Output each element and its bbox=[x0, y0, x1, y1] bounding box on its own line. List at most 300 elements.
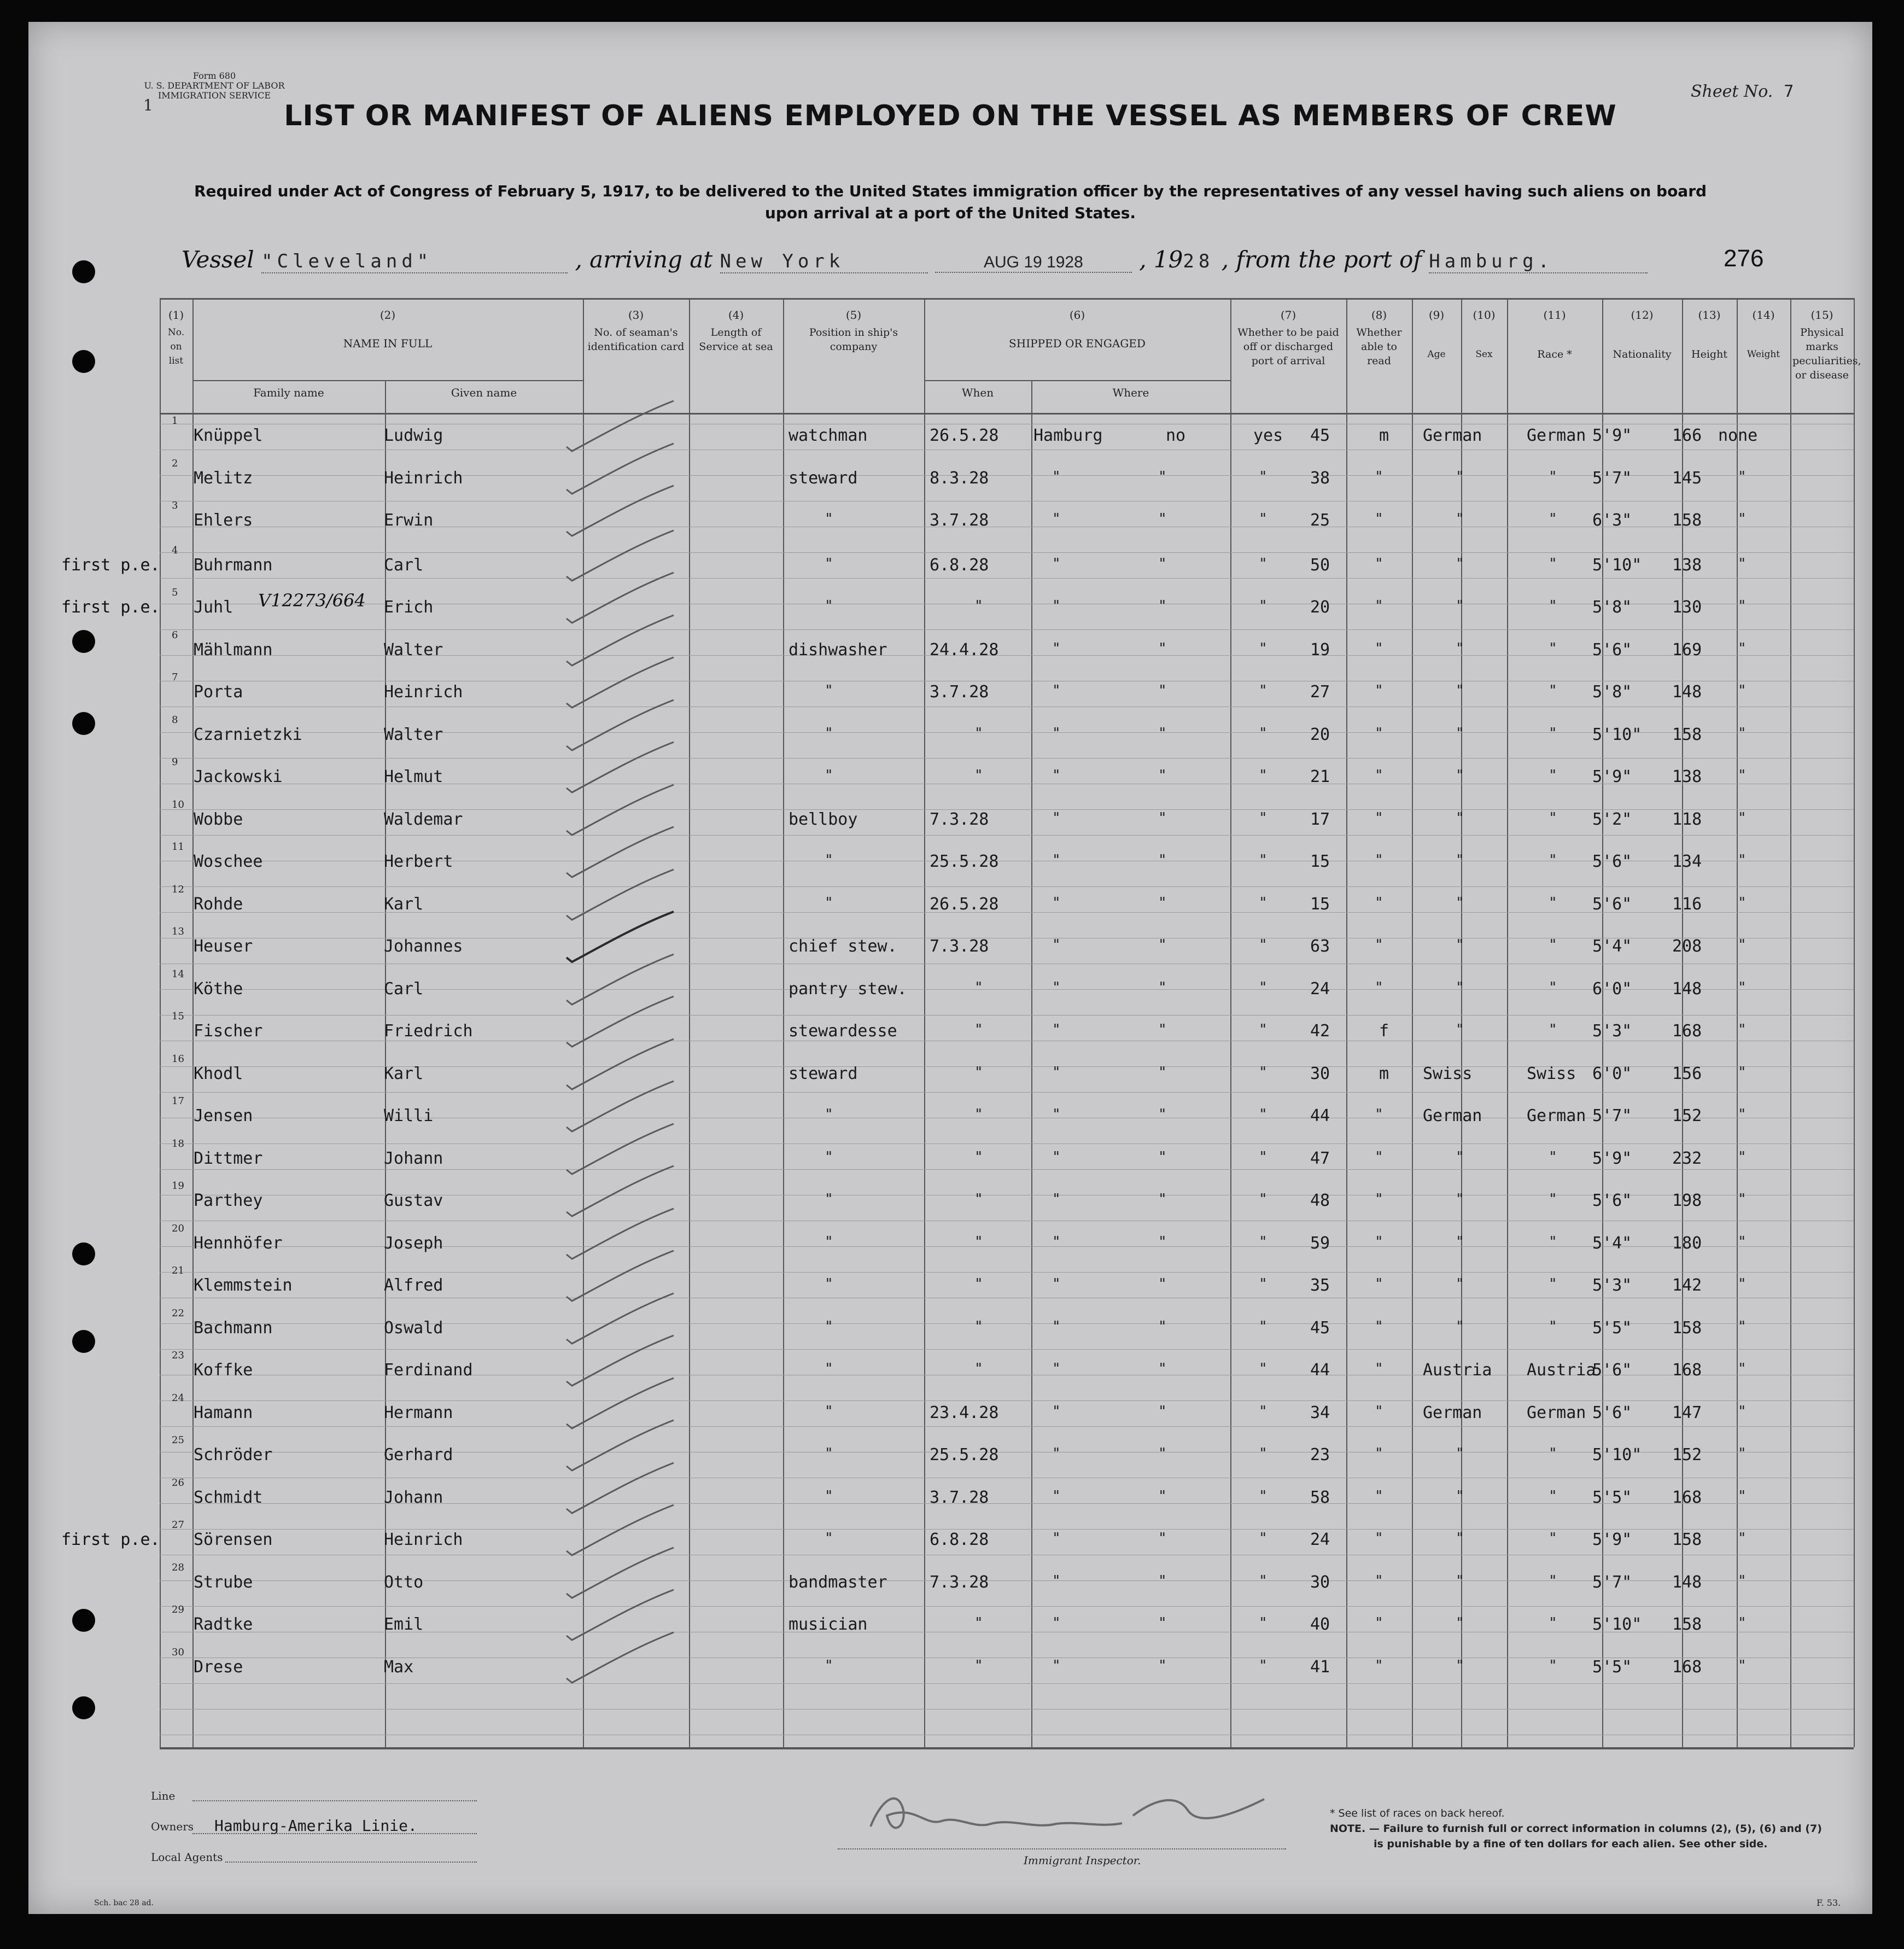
row-given: Karl bbox=[384, 1064, 424, 1083]
row-age: 40 bbox=[1310, 1615, 1330, 1634]
first-p-e-note: first p.e. bbox=[61, 555, 160, 575]
ditto-mark: " bbox=[1259, 1530, 1268, 1547]
ditto-mark: " bbox=[1052, 468, 1061, 485]
column-number-c15: (15) bbox=[1810, 308, 1833, 322]
ditto-mark: " bbox=[1375, 555, 1383, 572]
ditto-mark: " bbox=[1052, 767, 1061, 784]
ditto-mark: " bbox=[1259, 1276, 1268, 1292]
ditto-mark: " bbox=[1158, 1572, 1167, 1589]
ditto-mark: " bbox=[1738, 1487, 1747, 1504]
row-given: Johann bbox=[384, 1148, 443, 1168]
ditto-mark: " bbox=[974, 598, 983, 614]
ditto-mark: " bbox=[1738, 894, 1747, 911]
ditto-mark: " bbox=[1375, 852, 1383, 868]
row-height: 5'10" bbox=[1592, 725, 1642, 744]
row-number: 29 bbox=[172, 1604, 184, 1615]
row-race: Austria bbox=[1423, 1361, 1492, 1380]
ditto-mark: " bbox=[1052, 979, 1061, 996]
ditto-mark: " bbox=[1052, 1318, 1061, 1335]
ditto-mark: " bbox=[1375, 1403, 1383, 1420]
ditto-mark: " bbox=[1456, 1657, 1464, 1674]
date-stamp: AUG 19 1928 bbox=[935, 253, 1132, 273]
ditto-mark: " bbox=[825, 682, 833, 699]
ditto-mark: " bbox=[1259, 1572, 1268, 1589]
column-number-c7: (7) bbox=[1280, 308, 1296, 322]
row-weight: 148 bbox=[1672, 979, 1702, 999]
ditto-mark: " bbox=[825, 555, 833, 572]
punch-hole bbox=[72, 1242, 95, 1265]
ditto-mark: " bbox=[1456, 894, 1464, 911]
row-age: 15 bbox=[1310, 894, 1330, 914]
ditto-mark: " bbox=[1738, 1318, 1747, 1335]
ruled-line bbox=[160, 1529, 1854, 1530]
column-divider bbox=[1412, 298, 1413, 1747]
row-nationality: German bbox=[1527, 426, 1586, 445]
row-number: 22 bbox=[172, 1307, 184, 1319]
row-height: 5'3" bbox=[1592, 1022, 1632, 1041]
row-when: 7.3.28 bbox=[930, 937, 989, 956]
ditto-mark: " bbox=[1158, 640, 1167, 657]
row-age: 20 bbox=[1310, 725, 1330, 744]
ditto-mark: " bbox=[825, 1148, 833, 1165]
row-family: Koffke bbox=[194, 1361, 253, 1380]
punch-hole bbox=[72, 1609, 95, 1632]
ditto-mark: " bbox=[1549, 1191, 1557, 1207]
ditto-mark: " bbox=[1549, 1487, 1557, 1504]
ditto-mark: " bbox=[1158, 555, 1167, 572]
column-header-c4: Length of Service at sea bbox=[699, 326, 773, 353]
row-number: 23 bbox=[172, 1350, 184, 1361]
ditto-mark: " bbox=[974, 1615, 983, 1631]
row-family: Bachmann bbox=[194, 1318, 273, 1338]
row-when: 23.4.28 bbox=[930, 1403, 999, 1422]
row-sex: f bbox=[1379, 1022, 1389, 1041]
row-weight: 166 bbox=[1672, 426, 1702, 445]
when-header: When bbox=[961, 386, 994, 399]
row-family: Köthe bbox=[194, 979, 243, 999]
ditto-mark: " bbox=[825, 1233, 833, 1250]
row-family: Dittmer bbox=[194, 1148, 263, 1168]
ditto-mark: " bbox=[825, 598, 833, 614]
row-weight: 156 bbox=[1672, 1064, 1702, 1083]
row-age: 20 bbox=[1310, 598, 1330, 617]
row-height: 5'10" bbox=[1592, 1615, 1642, 1634]
ditto-mark: " bbox=[1259, 1615, 1268, 1631]
ditto-mark: " bbox=[1052, 852, 1061, 868]
row-race: Swiss bbox=[1423, 1064, 1473, 1083]
ditto-mark: " bbox=[1375, 1191, 1383, 1207]
row-age: 45 bbox=[1310, 1318, 1330, 1338]
punch-hole bbox=[72, 350, 95, 373]
row-family: Strube bbox=[194, 1572, 253, 1592]
ditto-mark: " bbox=[1375, 598, 1383, 614]
row-weight: 168 bbox=[1672, 1657, 1702, 1677]
row-weight: 158 bbox=[1672, 511, 1702, 530]
ditto-mark: " bbox=[1158, 1064, 1167, 1081]
ditto-mark: " bbox=[1259, 1022, 1268, 1038]
row-number: 5 bbox=[172, 587, 178, 598]
row-age: 30 bbox=[1310, 1064, 1330, 1083]
column-header-c8: Whether able to read bbox=[1356, 326, 1402, 367]
local-agents-label: Local Agents bbox=[151, 1851, 223, 1864]
ditto-mark: " bbox=[1052, 1148, 1061, 1165]
row-family: Woschee bbox=[194, 852, 263, 871]
ditto-mark: " bbox=[1158, 1615, 1167, 1631]
ditto-mark: " bbox=[1375, 809, 1383, 826]
ditto-mark: " bbox=[825, 511, 833, 527]
row-height: 5'6" bbox=[1592, 1403, 1632, 1422]
ditto-mark: " bbox=[974, 1276, 983, 1292]
ditto-mark: " bbox=[1738, 1064, 1747, 1081]
row-weight: 169 bbox=[1672, 640, 1702, 660]
ditto-mark: " bbox=[974, 1361, 983, 1377]
ditto-mark: " bbox=[1158, 511, 1167, 527]
ditto-mark: " bbox=[1158, 1276, 1167, 1292]
row-height: 5'8" bbox=[1592, 682, 1632, 702]
note-line-2: is punishable by a fine of ten dollars for each alien. See other side. bbox=[1374, 1838, 1768, 1850]
row-position: dishwasher bbox=[789, 640, 887, 660]
row-when: 3.7.28 bbox=[930, 682, 989, 702]
ditto-mark: " bbox=[1738, 767, 1747, 784]
ditto-mark: " bbox=[825, 1191, 833, 1207]
row-age: 50 bbox=[1310, 555, 1330, 575]
ditto-mark: " bbox=[1375, 1148, 1383, 1165]
column-divider bbox=[924, 298, 925, 1747]
name-in-full-header: NAME IN FULL bbox=[343, 337, 433, 350]
row-nationality: Swiss bbox=[1527, 1064, 1576, 1083]
ditto-mark: " bbox=[1052, 1022, 1061, 1038]
row-nationality: German bbox=[1527, 1106, 1586, 1125]
ditto-mark: " bbox=[1549, 511, 1557, 527]
ditto-mark: " bbox=[1375, 1445, 1383, 1462]
ditto-mark: " bbox=[1549, 979, 1557, 996]
ditto-mark: " bbox=[1549, 937, 1557, 953]
row-height: 5'6" bbox=[1592, 1191, 1632, 1210]
row-when: 6.8.28 bbox=[930, 1530, 989, 1549]
immigrant-inspector-label: Immigrant Inspector. bbox=[1024, 1854, 1141, 1867]
column-number-c8: (8) bbox=[1371, 308, 1387, 322]
ditto-mark: " bbox=[974, 725, 983, 742]
column-header-c14: Weight bbox=[1747, 349, 1780, 360]
ditto-mark: " bbox=[1259, 1487, 1268, 1504]
row-age: 48 bbox=[1310, 1191, 1330, 1210]
row-weight: 158 bbox=[1672, 1318, 1702, 1338]
ditto-mark: " bbox=[1738, 555, 1747, 572]
form-code: F. 53. bbox=[1817, 1898, 1841, 1908]
row-height: 5'9" bbox=[1592, 426, 1632, 445]
column-divider bbox=[1346, 298, 1347, 1747]
row-number: 18 bbox=[172, 1137, 184, 1149]
ditto-mark: " bbox=[1456, 555, 1464, 572]
ditto-mark: " bbox=[1259, 725, 1268, 742]
family-name-header: Family name bbox=[253, 386, 324, 399]
ditto-mark: " bbox=[1052, 1276, 1061, 1292]
ditto-mark: " bbox=[1738, 682, 1747, 699]
row-number: 15 bbox=[172, 1011, 184, 1022]
ditto-mark: " bbox=[1549, 468, 1557, 485]
row-family: Porta bbox=[194, 682, 243, 702]
ditto-mark: " bbox=[1456, 1233, 1464, 1250]
row-weight: 168 bbox=[1672, 1487, 1702, 1507]
row-when: 8.3.28 bbox=[930, 468, 989, 488]
row-given: Gustav bbox=[384, 1191, 443, 1210]
ditto-mark: " bbox=[1259, 1106, 1268, 1123]
ditto-mark: " bbox=[1738, 1445, 1747, 1462]
name-subheader-rule bbox=[192, 380, 583, 381]
sheet-number-label: Sheet No. bbox=[1691, 82, 1773, 101]
ditto-mark: " bbox=[1549, 640, 1557, 657]
row-position: chief stew. bbox=[789, 937, 897, 956]
row-when: 3.7.28 bbox=[930, 1487, 989, 1507]
ditto-mark: " bbox=[1456, 1191, 1464, 1207]
row-race: German bbox=[1423, 426, 1482, 445]
first-p-e-note: first p.e. bbox=[61, 1530, 160, 1549]
row-weight: 148 bbox=[1672, 1572, 1702, 1592]
row-given: Hermann bbox=[384, 1403, 453, 1422]
ditto-mark: " bbox=[1738, 1191, 1747, 1207]
year-label: , 19 bbox=[1139, 246, 1183, 273]
row-height: 5'8" bbox=[1592, 598, 1632, 617]
ditto-mark: " bbox=[1375, 979, 1383, 996]
ditto-mark: " bbox=[1456, 767, 1464, 784]
row-weight: 168 bbox=[1672, 1022, 1702, 1041]
row-weight: 180 bbox=[1672, 1233, 1702, 1253]
row-number: 12 bbox=[172, 883, 184, 895]
row-number: 27 bbox=[172, 1519, 184, 1531]
inspector-rule bbox=[838, 1848, 1286, 1849]
ditto-mark: " bbox=[1259, 1361, 1268, 1377]
ditto-mark: " bbox=[1052, 1657, 1061, 1674]
row-when: 7.3.28 bbox=[930, 1572, 989, 1592]
row-given: Johannes bbox=[384, 937, 463, 956]
race-footnote: * See list of races on back hereof. bbox=[1330, 1807, 1505, 1819]
row-height: 5'6" bbox=[1592, 640, 1632, 660]
row-age: 44 bbox=[1310, 1106, 1330, 1125]
row-number: 19 bbox=[172, 1180, 184, 1192]
row-family: Ehlers bbox=[194, 511, 253, 530]
ditto-mark: " bbox=[1549, 1148, 1557, 1165]
ditto-mark: " bbox=[1456, 1530, 1464, 1547]
ditto-mark: " bbox=[974, 1148, 983, 1165]
ditto-mark: " bbox=[1738, 1530, 1747, 1547]
row-given: Oswald bbox=[384, 1318, 443, 1338]
row-family: Schmidt bbox=[194, 1487, 263, 1507]
row-given: Ferdinand bbox=[384, 1361, 473, 1380]
row-age: 30 bbox=[1310, 1572, 1330, 1592]
ditto-mark: " bbox=[1456, 1318, 1464, 1335]
row-when: 25.5.28 bbox=[930, 1445, 999, 1464]
ruled-line bbox=[160, 1426, 1854, 1427]
ditto-mark: " bbox=[1052, 682, 1061, 699]
ditto-mark: " bbox=[1052, 1106, 1061, 1123]
row-weight: 142 bbox=[1672, 1276, 1702, 1295]
ditto-mark: " bbox=[1158, 937, 1167, 953]
row-given: Karl bbox=[384, 894, 424, 914]
ditto-mark: " bbox=[1549, 555, 1557, 572]
row-family: Parthey bbox=[194, 1191, 263, 1210]
from-port-label: , from the port of bbox=[1221, 246, 1422, 273]
row-position: watchman bbox=[789, 426, 868, 445]
ditto-mark: " bbox=[1738, 937, 1747, 953]
ditto-mark: " bbox=[1375, 1318, 1383, 1335]
ditto-mark: " bbox=[1375, 682, 1383, 699]
line-rule bbox=[192, 1800, 477, 1801]
row-weight: 138 bbox=[1672, 555, 1702, 575]
owners-label: Owners bbox=[151, 1820, 194, 1833]
row-number: 26 bbox=[172, 1477, 184, 1489]
row-marks: none bbox=[1718, 426, 1758, 445]
row-age: 27 bbox=[1310, 682, 1330, 702]
ditto-mark: " bbox=[1259, 555, 1268, 572]
ditto-mark: " bbox=[825, 1403, 833, 1420]
ditto-mark: " bbox=[1158, 1361, 1167, 1377]
crew-table bbox=[61, 298, 1861, 1747]
ditto-mark: " bbox=[825, 725, 833, 742]
ditto-mark: " bbox=[1549, 1615, 1557, 1631]
column-divider bbox=[1031, 380, 1032, 1747]
page-title: LIST OR MANIFEST OF ALIENS EMPLOYED ON THE VESSEL AS MEMBERS OF CREW bbox=[284, 100, 1617, 132]
ruled-line bbox=[160, 1349, 1854, 1350]
column-header-c5: Position in ship's company bbox=[809, 326, 898, 353]
row-nationality: German bbox=[1527, 1403, 1586, 1422]
vessel-label: Vessel bbox=[182, 246, 254, 273]
table-top-border bbox=[160, 298, 1854, 300]
ditto-mark: " bbox=[974, 1022, 983, 1038]
row-height: 5'6" bbox=[1592, 894, 1632, 914]
row-position: steward bbox=[789, 468, 858, 488]
row-number: 25 bbox=[172, 1434, 184, 1446]
row-family: Khodl bbox=[194, 1064, 243, 1083]
column-number-c10: (10) bbox=[1473, 308, 1496, 322]
row-weight: 208 bbox=[1672, 937, 1702, 956]
column-divider bbox=[1854, 298, 1855, 1747]
ditto-mark: " bbox=[1549, 809, 1557, 826]
column-header-c15: Physical marks peculiarities, or disease bbox=[1792, 326, 1861, 381]
row-given: Waldemar bbox=[384, 809, 463, 829]
row-paid: no bbox=[1166, 426, 1186, 445]
ditto-mark: " bbox=[1738, 1615, 1747, 1631]
ditto-mark: " bbox=[825, 767, 833, 784]
row-position: pantry stew. bbox=[789, 979, 907, 999]
column-header-c11: Race * bbox=[1537, 348, 1572, 360]
ditto-mark: " bbox=[1158, 468, 1167, 485]
ditto-mark: " bbox=[825, 1318, 833, 1335]
ditto-mark: " bbox=[1052, 1445, 1061, 1462]
row-age: 59 bbox=[1310, 1233, 1330, 1253]
row-number: 10 bbox=[172, 798, 184, 810]
row-given: Heinrich bbox=[384, 468, 463, 488]
ditto-mark: " bbox=[825, 1445, 833, 1462]
ditto-mark: " bbox=[974, 1657, 983, 1674]
column-number-c11: (11) bbox=[1543, 308, 1566, 322]
ditto-mark: " bbox=[1375, 1657, 1383, 1674]
row-number: 8 bbox=[172, 714, 178, 726]
column-header-c7: Whether to be paid off or discharged port of arrival bbox=[1237, 326, 1339, 367]
row-family: Fischer bbox=[194, 1022, 263, 1041]
vessel-line bbox=[182, 246, 1822, 273]
ditto-mark: " bbox=[1052, 894, 1061, 911]
sheet-number-value: 7 bbox=[1784, 82, 1794, 101]
shipped-subheader-rule bbox=[924, 380, 1230, 381]
ditto-mark: " bbox=[1259, 1403, 1268, 1420]
row-height: 5'3" bbox=[1592, 1276, 1632, 1295]
ruled-line bbox=[160, 629, 1854, 630]
row-weight: 138 bbox=[1672, 767, 1702, 786]
row-age: 34 bbox=[1310, 1403, 1330, 1422]
row-height: 5'6" bbox=[1592, 1361, 1632, 1380]
row-number: 13 bbox=[172, 926, 184, 937]
row-given: Heinrich bbox=[384, 1530, 463, 1549]
ditto-mark: " bbox=[1738, 640, 1747, 657]
ditto-mark: " bbox=[1375, 725, 1383, 742]
row-weight: 116 bbox=[1672, 894, 1702, 914]
ditto-mark: " bbox=[1375, 1276, 1383, 1292]
row-family: Radtke bbox=[194, 1615, 253, 1634]
ditto-mark: " bbox=[1738, 468, 1747, 485]
row-position: stewardesse bbox=[789, 1022, 897, 1041]
row-family: Sörensen bbox=[194, 1530, 273, 1549]
row-number: 17 bbox=[172, 1095, 184, 1107]
ditto-mark: " bbox=[825, 1657, 833, 1674]
row-given: Heinrich bbox=[384, 682, 463, 702]
row-age: 23 bbox=[1310, 1445, 1330, 1464]
row-family: Melitz bbox=[194, 468, 253, 488]
row-weight: 145 bbox=[1672, 468, 1702, 488]
ditto-mark: " bbox=[1052, 725, 1061, 742]
ditto-mark: " bbox=[1549, 1530, 1557, 1547]
ruled-line bbox=[160, 1015, 1854, 1016]
row-given: Walter bbox=[384, 640, 443, 660]
column-number-c14: (14) bbox=[1752, 308, 1775, 322]
ditto-mark: " bbox=[1052, 1530, 1061, 1547]
ditto-mark: " bbox=[1052, 937, 1061, 953]
row-height: 5'9" bbox=[1592, 767, 1632, 786]
ditto-mark: " bbox=[1259, 1657, 1268, 1674]
ditto-mark: " bbox=[1259, 809, 1268, 826]
ditto-mark: " bbox=[825, 894, 833, 911]
ditto-mark: " bbox=[1052, 1615, 1061, 1631]
department-name: U. S. DEPARTMENT OF LABOR bbox=[144, 80, 285, 91]
ditto-mark: " bbox=[1259, 852, 1268, 868]
row-number: 21 bbox=[172, 1265, 184, 1276]
row-given: Johann bbox=[384, 1487, 443, 1507]
row-given: Erwin bbox=[384, 511, 434, 530]
first-p-e-note: first p.e. bbox=[61, 598, 160, 617]
row-given: Erich bbox=[384, 598, 434, 617]
row-family: Jackowski bbox=[194, 767, 283, 786]
table-bottom-border bbox=[160, 1747, 1854, 1749]
ditto-mark: " bbox=[1158, 1403, 1167, 1420]
ditto-mark: " bbox=[1456, 725, 1464, 742]
ditto-mark: " bbox=[974, 1233, 983, 1250]
row-height: 5'7" bbox=[1592, 468, 1632, 488]
ditto-mark: " bbox=[1456, 1022, 1464, 1038]
ditto-mark: " bbox=[1259, 682, 1268, 699]
row-age: 25 bbox=[1310, 511, 1330, 530]
arriving-port: New York bbox=[720, 250, 928, 273]
ditto-mark: " bbox=[1158, 725, 1167, 742]
ditto-mark: " bbox=[1738, 852, 1747, 868]
ruled-line bbox=[160, 1606, 1854, 1607]
header-bottom-border bbox=[160, 413, 1854, 415]
ditto-mark: " bbox=[1052, 1361, 1061, 1377]
row-age: 17 bbox=[1310, 809, 1330, 829]
row-height: 5'2" bbox=[1592, 809, 1632, 829]
where-header: Where bbox=[1112, 386, 1149, 399]
ditto-mark: " bbox=[1738, 1403, 1747, 1420]
ditto-mark: " bbox=[1375, 1487, 1383, 1504]
ditto-mark: " bbox=[1052, 511, 1061, 527]
